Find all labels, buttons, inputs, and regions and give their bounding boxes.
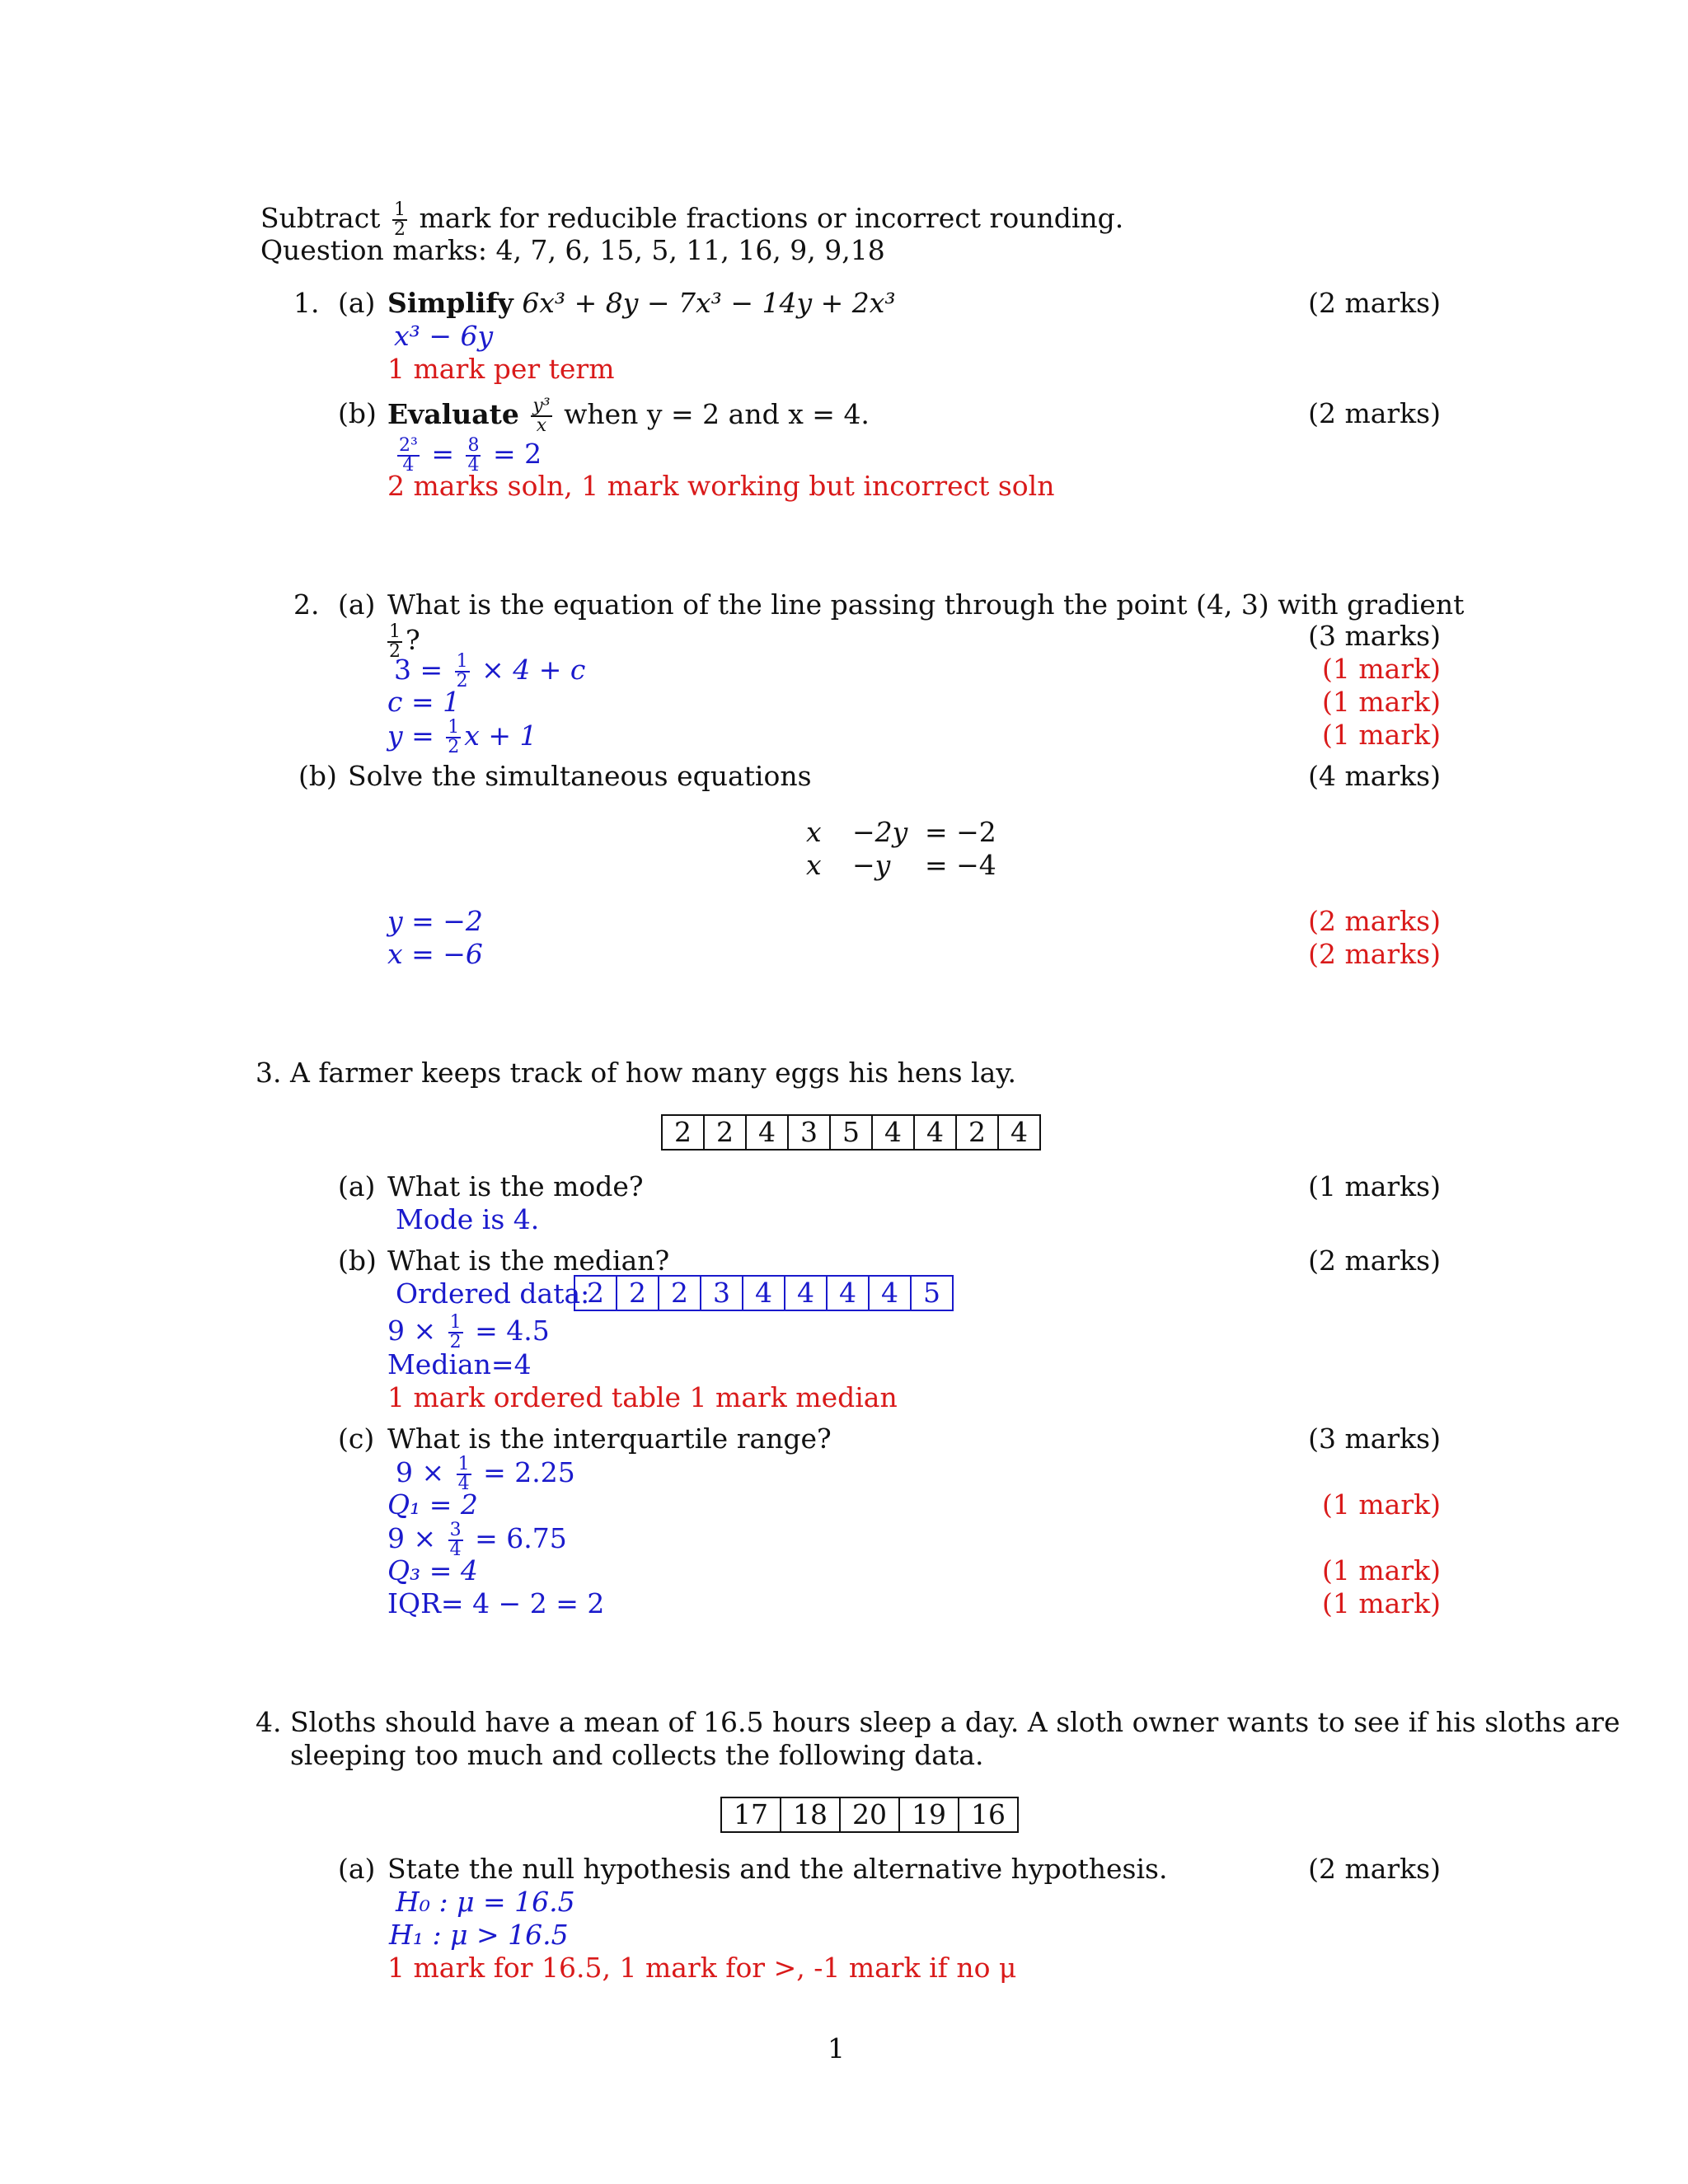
table-cell: 20 <box>840 1797 899 1832</box>
q3a-question: What is the mode? <box>387 1170 644 1202</box>
q2b-question: Solve the simultaneous equations <box>348 760 812 792</box>
eq1-rhs: = −2 <box>925 816 996 848</box>
q3b-note: 1 mark ordered table 1 mark median <box>387 1381 898 1413</box>
q3b-ordered-label: Ordered data: <box>396 1277 590 1310</box>
table-cell: 4 <box>746 1115 788 1150</box>
q3c-label: (c) <box>338 1422 375 1455</box>
q1b-question <box>387 397 870 435</box>
table-cell: 4 <box>872 1115 914 1150</box>
q1a-note: 1 mark per term <box>387 353 615 385</box>
table-cell: 2 <box>659 1276 701 1310</box>
q1b-label: (b) <box>338 397 377 429</box>
q1b-fraction: $\frac{\text{y³}}{x}$ <box>532 396 551 436</box>
table-cell: 4 <box>998 1115 1040 1150</box>
header-text-pre: Subtract <box>260 202 381 234</box>
q3a-marks: (1 marks) <box>1308 1170 1441 1202</box>
q2a-step1-frac: $\frac{1}{2}$ <box>456 651 468 691</box>
eq1-y: −2y <box>852 816 908 848</box>
q2a-step3-pre: y = <box>387 719 434 752</box>
q3b-calc-frac: $\frac{1}{2}$ <box>449 1312 462 1352</box>
q3c-q3-mark: (1 mark) <box>1322 1554 1441 1586</box>
table-cell: 2 <box>662 1115 704 1150</box>
q2-number: 2. <box>293 588 320 621</box>
q4a-label: (a) <box>338 1853 376 1885</box>
q3c-line1-pre: 9 × <box>396 1456 445 1488</box>
table-cell: 4 <box>785 1276 827 1310</box>
eq1-x: x <box>806 816 822 848</box>
q1a-marks: (2 marks) <box>1308 287 1441 319</box>
q1b-note: 2 marks soln, 1 mark working but incorrect soln <box>387 470 1055 502</box>
q3b-label: (b) <box>338 1244 377 1277</box>
q3c-q1-mark: (1 mark) <box>1322 1488 1441 1521</box>
q4a-note: 1 mark for 16.5, 1 mark for >, -1 mark if no μ <box>387 1952 1017 1984</box>
table-cell: 17 <box>721 1797 781 1832</box>
q3c-iqr-mark: (1 mark) <box>1322 1587 1441 1619</box>
q1a-label: (a) <box>338 287 376 319</box>
table-cell: 2 <box>574 1276 617 1310</box>
page-number: 1 <box>828 2032 845 2064</box>
q1b-bold: Evaluate <box>387 398 519 430</box>
q2a-marks: (3 marks) <box>1308 620 1441 652</box>
q3-number: 3. <box>256 1057 282 1089</box>
table-row <box>662 1115 1040 1150</box>
q2b-marks: (4 marks) <box>1308 760 1441 792</box>
q2b-answer-y-mark: (2 marks) <box>1308 905 1441 937</box>
q1a-bold: Simplify <box>387 287 513 319</box>
q2a-step2: c = 1 <box>387 686 461 718</box>
q2a-step3-mark: (1 mark) <box>1322 719 1441 751</box>
q3a-label: (a) <box>338 1170 376 1202</box>
q3c-question: What is the interquartile range? <box>387 1422 832 1455</box>
q3c-line3-frac: $\frac{3}{4}$ <box>449 1520 462 1560</box>
header-text-post: mark for reducible fractions or incorrect rounding. <box>419 202 1124 234</box>
eq2-y: −y <box>852 849 891 881</box>
table-cell: 4 <box>827 1276 869 1310</box>
q4a-h0: H₀ : μ = 16.5 <box>396 1886 575 1918</box>
q4a-h1: H₁ : μ > 16.5 <box>389 1919 569 1951</box>
q3c-line1-post: = 2.25 <box>483 1456 575 1488</box>
q3c-line3-pre: 9 × <box>387 1522 437 1554</box>
q3b-calc-post: = 4.5 <box>475 1315 550 1347</box>
q3c-line3-post: = 6.75 <box>475 1522 567 1554</box>
q4a-question: State the null hypothesis and the alternative hypothesis. <box>387 1853 1168 1885</box>
fraction-half: $\frac{1}{2}$ <box>393 199 406 240</box>
q3c-marks: (3 marks) <box>1308 1422 1441 1455</box>
q1b-ans-eq2: = 2 <box>492 438 542 470</box>
table-cell: 18 <box>781 1797 840 1832</box>
q2a-step1-post: × 4 + c <box>481 654 586 686</box>
q1a-question <box>387 287 896 320</box>
table-cell: 3 <box>788 1115 830 1150</box>
table-row <box>574 1276 953 1310</box>
q2a-step3 <box>387 719 537 757</box>
q3b-calc <box>387 1314 550 1352</box>
q4-number: 4. <box>256 1706 282 1738</box>
q3b-question: What is the median? <box>387 1244 670 1277</box>
table-cell: 2 <box>617 1276 659 1310</box>
q3b-marks: (2 marks) <box>1308 1244 1441 1277</box>
table-cell: 4 <box>869 1276 911 1310</box>
q4a-marks: (2 marks) <box>1308 1853 1441 1885</box>
q2a-step1-mark: (1 mark) <box>1322 653 1441 685</box>
table-cell: 4 <box>914 1115 956 1150</box>
ordered-data-table <box>574 1275 954 1311</box>
q2a-question: What is the equation of the line passing through the point (4, 3) with gradient <box>387 588 1465 621</box>
q2b-label: (b) <box>298 760 337 792</box>
q2a-step1-pre: 3 = <box>394 654 443 686</box>
q3c-line1-frac: $\frac{1}{4}$ <box>457 1454 470 1494</box>
q2b-answer-x-mark: (2 marks) <box>1308 938 1441 970</box>
q2a-step2-mark: (1 mark) <box>1322 686 1441 718</box>
q3c-q1: Q₁ = 2 <box>387 1488 478 1521</box>
q4-text-line2: sleeping too much and collects the following data. <box>290 1739 984 1771</box>
eq2-x: x <box>806 849 822 881</box>
eggs-data-table <box>661 1114 1041 1151</box>
eq2-rhs: = −4 <box>925 849 996 881</box>
q1-number: 1. <box>293 287 320 319</box>
table-cell: 5 <box>830 1115 872 1150</box>
q2a-gradient-frac: $\frac{1}{2}$ <box>389 621 401 662</box>
q2b-answer-x: x = −6 <box>387 938 483 970</box>
q1a-expression: 6x³ + 8y − 7x³ − 14y + 2x³ <box>522 287 896 319</box>
q2b-answer-y: y = −2 <box>387 905 483 937</box>
q2a-question-mark: ? <box>406 624 420 656</box>
q3b-median: Median=4 <box>387 1348 532 1380</box>
table-cell: 2 <box>956 1115 998 1150</box>
table-cell: 16 <box>959 1797 1018 1832</box>
q3c-iqr: IQR= 4 − 2 = 2 <box>387 1587 605 1619</box>
q3b-calc-pre: 9 × <box>387 1315 437 1347</box>
table-row <box>721 1797 1018 1832</box>
q1b-ans-eq1: = <box>431 438 454 470</box>
table-cell: 19 <box>899 1797 959 1832</box>
q2a-step3-frac: $\frac{1}{2}$ <box>448 717 460 757</box>
q1b-text: when y = 2 and x = 4. <box>564 398 870 430</box>
q2a-step3-post: x + 1 <box>464 719 537 752</box>
sloth-data-table <box>720 1797 1019 1833</box>
q1b-ans-frac1: $\frac{\text{2³}}{4}$ <box>399 435 418 476</box>
q1b-marks: (2 marks) <box>1308 397 1441 429</box>
q3a-answer: Mode is 4. <box>396 1203 540 1235</box>
q1a-answer: x³ − 6y <box>394 320 494 352</box>
table-cell: 4 <box>743 1276 785 1310</box>
table-cell: 3 <box>701 1276 743 1310</box>
q3-question: A farmer keeps track of how many eggs his hens lay. <box>290 1057 1017 1089</box>
q4-text-line1: Sloths should have a mean of 16.5 hours sleep a day. A sloth owner wants to see if his sloths are <box>290 1706 1620 1738</box>
header-line-2: Question marks: 4, 7, 6, 15, 5, 11, 16, 9, 9,18 <box>260 234 885 266</box>
q1b-ans-frac2: $\frac{8}{4}$ <box>467 435 480 476</box>
q2a-label: (a) <box>338 588 376 621</box>
q3c-q3: Q₃ = 4 <box>387 1554 478 1586</box>
table-cell: 2 <box>704 1115 746 1150</box>
table-cell: 5 <box>911 1276 953 1310</box>
